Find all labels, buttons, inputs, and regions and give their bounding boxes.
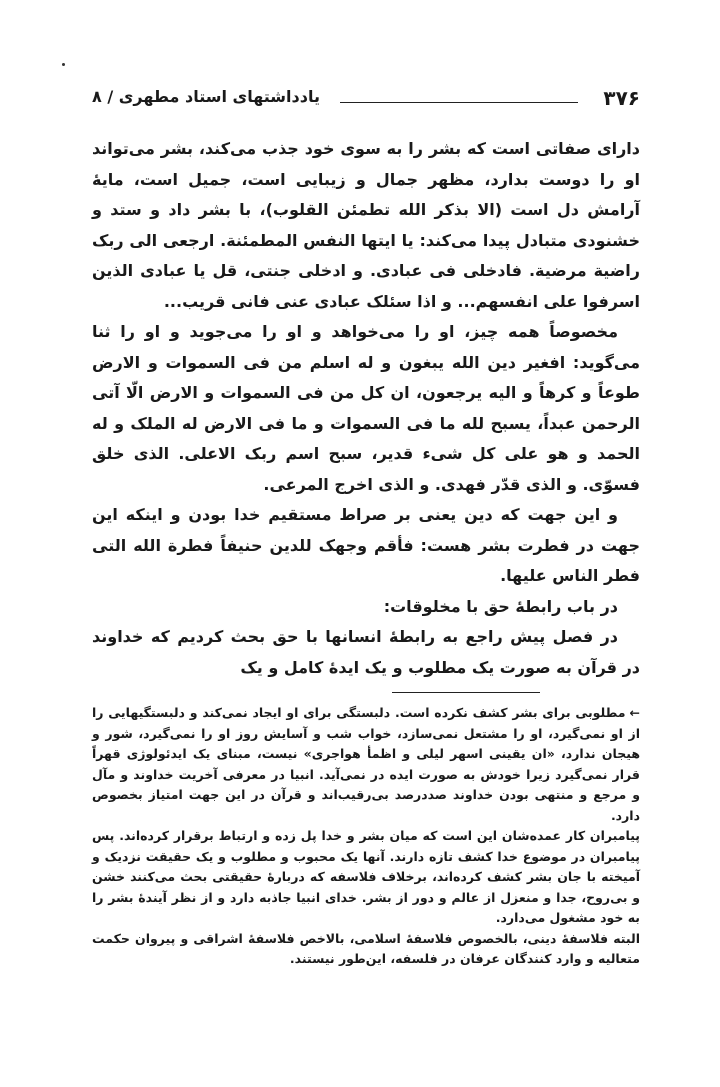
footnote-paragraph-3: البته فلاسفهٔ دینی، بالخصوص فلاسفهٔ اسلامی، بالاخص فلاسفهٔ اشراقی و پیروان حکمت متعالیه و وارد کنندگان عرفان در فلسفه، این‌طور نیستند. bbox=[92, 930, 640, 966]
body-paragraph-5: در فصل پیش راجع به رابطهٔ انسانها با حق بحث کردیم که خداوند در قرآن به صورت یک مطلوب و یک ایدهٔ کامل و یک bbox=[92, 627, 640, 677]
footnotes bbox=[92, 703, 640, 970]
page-header bbox=[92, 84, 640, 120]
header-rule bbox=[340, 102, 578, 103]
running-title: یادداشتهای استاد مطهری / ۸ bbox=[92, 87, 320, 106]
page-number: ۳۷۶ bbox=[603, 86, 640, 110]
body-paragraph-1: دارای صفاتی است که بشر را به سوی خود جذب می‌کند، بشر می‌تواند او را دوست بدارد، مظهر جمال و زیبایی است، جمیل است، مایهٔ آرامش دل است (الا بذکر الله تطمئن القلوب)، با بشر داد و ستد و خشنودی متبادل پیدا می‌کند: یا ایتها النفس المطمئنة. ارجعی الی ربک راضیة مرضیة. فادخلی فی عبادی. و ادخلی جنتی، قل یا عبادی الذین اسرفوا علی انفسهم... و اذا سئلک عبادی عنی فانی قریب... bbox=[92, 139, 640, 311]
page-speck bbox=[62, 63, 65, 66]
main-text bbox=[92, 134, 640, 683]
footnote-separator bbox=[392, 692, 540, 693]
body-paragraph-3: و این جهت که دین یعنی بر صراط مستقیم خدا بودن و اینکه این جهت در فطرت بشر هست: فأقم وجهک للدین حنیفاً فطرة الله التی فطر الناس علیها. bbox=[92, 505, 640, 585]
footnote-text-1: مطلوبی برای بشر کشف نکرده است. دلبستگی برای او ایجاد نمی‌کند و دلبستگیهایی را از او نمی‌گیرد، او را مشتعل نمی‌سازد، خواب شب و آسایش روز او را نمی‌گیرد، شور و هیجان ندارد، «ان یقینی اسهر لیلی و اظمأ هواجری» نیست، مبنای یک ایدئولوژی قهراً قرار نمی‌گیرد زیرا خودش به صورت ایده در نمی‌آید. انبیا در معرفی آخریت خداوند و مآل و مرجع و منتهی بودن خداوند صددرصد بی‌رقیب‌اند و قرآن در این جهت امتیاز بخصوص دارد. bbox=[92, 705, 640, 823]
body-paragraph-2: مخصوصاً همه چیز، او را می‌خواهد و او را می‌جوید و او را ثنا می‌گوید: افغیر دین الله یبغون و له اسلم من فی السموات و الارض طوعاً و کرهاً و الیه یرجعون، ان کل من فی السموات و الارض الّا آتی الرحمن عبداً، یسبح لله ما فی السموات و ما فی الارض له الملک و له الحمد و هو علی کل شیء قدیر، سبح اسم ربک الاعلی. الذی خلق فسوّی. و الذی قدّر فهدی. و الذی اخرج المرعی. bbox=[92, 322, 640, 494]
body-paragraph-4: در باب رابطهٔ حق با مخلوقات: bbox=[383, 596, 618, 616]
footnote-paragraph-2: پیامبران کار عمده‌شان این است که میان بشر و خدا پل زده و ارتباط برقرار کرده‌اند. پس پیامبران در موضوع خدا کشف تازه دارند. آنها یک محبوب و مطلوب و یک حقیقت نزدیک و آمیخته با جان بشر کشف کرده‌اند، برخلاف فلاسفه که دربارهٔ حقیقتی بحث می‌کنند خشن و بی‌روح، جدا و منعزل از عالم و دور از بشر. خدای انبیا جاذبه دارد و از نظر آیندهٔ بشر را به خود مشغول می‌دارد. bbox=[92, 828, 640, 925]
footnote-continuation-arrow-icon: ← bbox=[629, 705, 640, 720]
footnote-paragraph-1 bbox=[92, 703, 640, 826]
